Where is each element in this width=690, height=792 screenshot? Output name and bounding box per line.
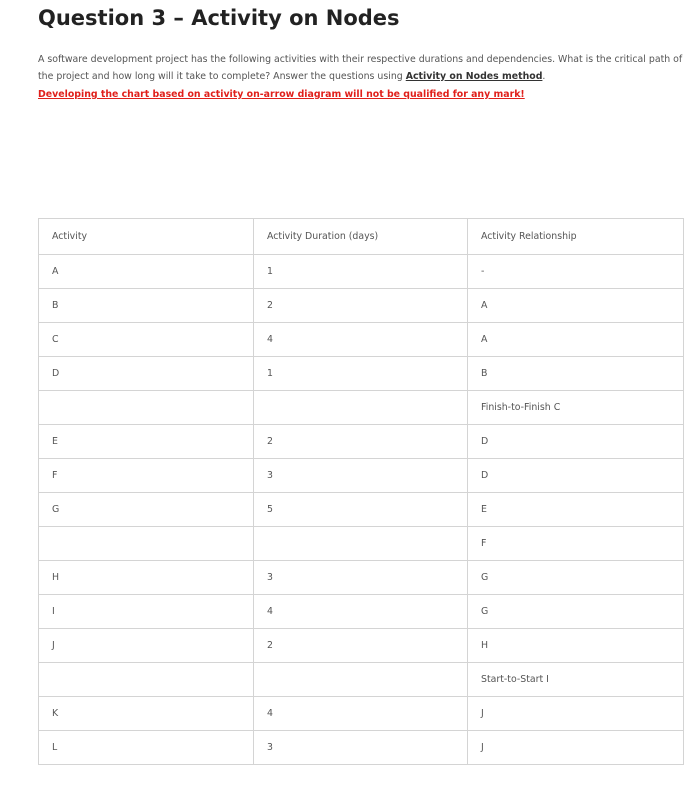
cell-duration: 2 xyxy=(254,289,468,323)
intro-text: A software development project has the following activities with their respective durations and dependencies. What is the critical path of the project and how long will it take to complete? Answer the questions using xyxy=(38,54,683,82)
cell-duration: 4 xyxy=(254,323,468,357)
table-row xyxy=(39,527,684,561)
table-header-row xyxy=(39,219,684,255)
table-row xyxy=(39,255,684,289)
warning-note: Developing the chart based on activity on-arrow diagram will not be qualified for any mark! xyxy=(38,89,525,100)
question-intro xyxy=(38,51,686,85)
cell-relationship: D xyxy=(468,459,684,493)
cell-activity: I xyxy=(39,595,254,629)
cell-duration xyxy=(254,391,468,425)
cell-activity: D xyxy=(39,357,254,391)
cell-duration: 4 xyxy=(254,697,468,731)
cell-duration xyxy=(254,527,468,561)
activity-table xyxy=(38,218,684,765)
cell-duration xyxy=(254,663,468,697)
cell-relationship: G xyxy=(468,595,684,629)
cell-activity: F xyxy=(39,459,254,493)
cell-duration: 4 xyxy=(254,595,468,629)
cell-duration: 2 xyxy=(254,425,468,459)
cell-relationship: D xyxy=(468,425,684,459)
table-row xyxy=(39,323,684,357)
table-row xyxy=(39,731,684,765)
cell-duration: 3 xyxy=(254,459,468,493)
table-row xyxy=(39,629,684,663)
intro-end: . xyxy=(542,71,546,82)
cell-duration: 1 xyxy=(254,357,468,391)
table-row xyxy=(39,425,684,459)
cell-activity: C xyxy=(39,323,254,357)
cell-relationship: Start-to-Start I xyxy=(468,663,684,697)
cell-relationship: A xyxy=(468,289,684,323)
cell-activity: H xyxy=(39,561,254,595)
cell-relationship: B xyxy=(468,357,684,391)
method-emphasis: Activity on Nodes method xyxy=(405,71,543,82)
table-row xyxy=(39,663,684,697)
cell-activity: L xyxy=(39,731,254,765)
table-row xyxy=(39,595,684,629)
cell-activity: G xyxy=(39,493,254,527)
table-row xyxy=(39,561,684,595)
cell-relationship: H xyxy=(468,629,684,663)
cell-activity xyxy=(39,663,254,697)
cell-duration: 2 xyxy=(254,629,468,663)
cell-relationship: G xyxy=(468,561,684,595)
cell-activity: E xyxy=(39,425,254,459)
cell-relationship: J xyxy=(468,697,684,731)
cell-activity: B xyxy=(39,289,254,323)
cell-duration: 1 xyxy=(254,255,468,289)
cell-activity: J xyxy=(39,629,254,663)
table-row xyxy=(39,391,684,425)
table-row xyxy=(39,289,684,323)
question-title: Question 3 – Activity on Nodes xyxy=(38,6,400,30)
header-duration: Activity Duration (days) xyxy=(254,219,468,255)
cell-duration: 3 xyxy=(254,561,468,595)
cell-activity: A xyxy=(39,255,254,289)
cell-duration: 5 xyxy=(254,493,468,527)
header-relationship: Activity Relationship xyxy=(468,219,684,255)
cell-relationship: J xyxy=(468,731,684,765)
table-row xyxy=(39,493,684,527)
cell-relationship: E xyxy=(468,493,684,527)
table-row xyxy=(39,357,684,391)
cell-relationship: - xyxy=(468,255,684,289)
cell-relationship: Finish-to-Finish C xyxy=(468,391,684,425)
cell-activity: K xyxy=(39,697,254,731)
cell-duration: 3 xyxy=(254,731,468,765)
header-activity: Activity xyxy=(39,219,254,255)
cell-relationship: F xyxy=(468,527,684,561)
table-row xyxy=(39,697,684,731)
cell-activity xyxy=(39,391,254,425)
cell-relationship: A xyxy=(468,323,684,357)
table-row xyxy=(39,459,684,493)
cell-activity xyxy=(39,527,254,561)
